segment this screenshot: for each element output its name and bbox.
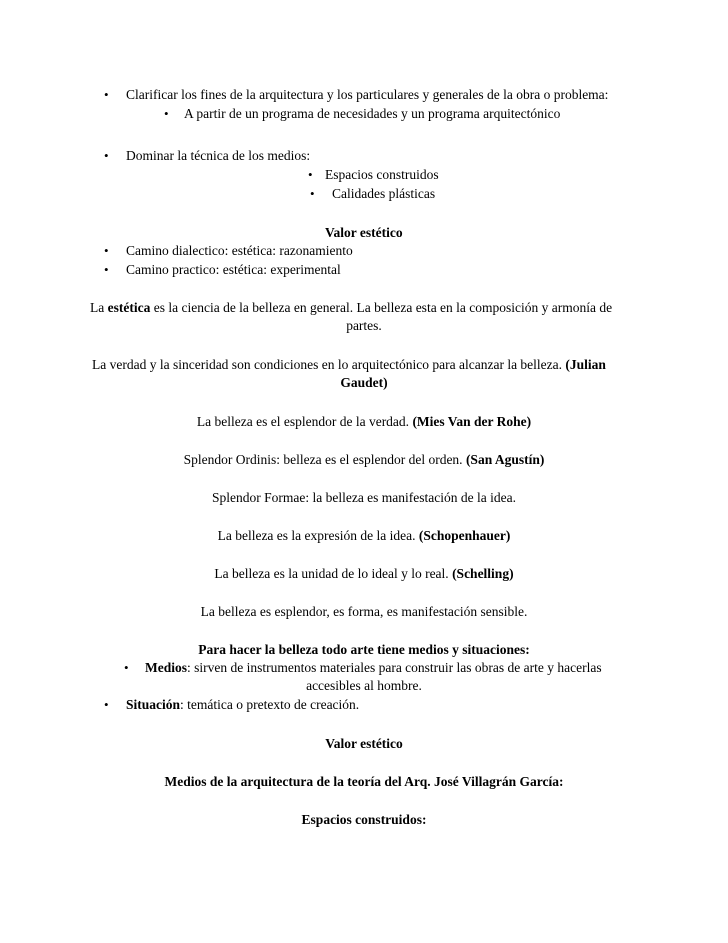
quote-mies: La belleza es el esplendor de la verdad. (Mies Van der Rohe) bbox=[196, 414, 532, 429]
quote-schelling: La belleza es la unidad de lo ideal y lo real. (Schelling) bbox=[214, 566, 514, 581]
list-item-camino-dialectico: Camino dialectico: estética: razonamiento bbox=[126, 243, 353, 258]
heading-valor-estetico-2: Valor estético bbox=[325, 736, 403, 751]
bullet-icon: • bbox=[124, 660, 129, 675]
quote-san-agustin: Splendor Ordinis: belleza es el esplendor del orden. (San Agustín) bbox=[183, 452, 545, 467]
sub-item-calidades: Calidades plásticas bbox=[332, 186, 436, 201]
list-item-medios: Medios: sirven de instrumentos materiales para construir las obras de arte y hacerlas bbox=[145, 660, 602, 675]
sub-item-espacios: Espacios construidos bbox=[325, 167, 439, 182]
bullet-icon: • bbox=[310, 186, 315, 201]
quote-splendor-formae: Splendor Formae: la belleza es manifestación de la idea. bbox=[211, 490, 516, 505]
bullet-icon: • bbox=[104, 148, 109, 163]
list-item-medios-line2: accesibles al hombre. bbox=[306, 678, 422, 693]
list-item-situacion: Situación: temática o pretexto de creación. bbox=[126, 697, 360, 712]
paragraph-estetica: La estética es la ciencia de la belleza en general. La belleza esta en la composición y armonía de bbox=[90, 300, 613, 315]
bullet-icon: • bbox=[104, 243, 109, 258]
heading-medios-arquitectura: Medios de la arquitectura de la teoría del Arq. José Villagrán García: bbox=[164, 774, 564, 789]
heading-para-hacer: Para hacer la belleza todo arte tiene medios y situaciones: bbox=[198, 642, 530, 657]
bullet-icon: • bbox=[164, 106, 169, 121]
quote-schopenhauer: La belleza es la expresión de la idea. (Schopenhauer) bbox=[217, 528, 511, 543]
paragraph-verdad: La verdad y la sinceridad son condiciones en lo arquitectónico para alcanzar la belleza. (Julian bbox=[92, 357, 606, 372]
sub-item-programa: A partir de un programa de necesidades y un programa arquitectónico bbox=[184, 106, 561, 121]
bullet-icon: • bbox=[104, 87, 109, 102]
heading-espacios-construidos: Espacios construidos: bbox=[301, 812, 427, 827]
quote-esplendor: La belleza es esplendor, es forma, es manifestación sensible. bbox=[200, 604, 528, 619]
heading-valor-estetico: Valor estético bbox=[325, 225, 403, 240]
list-item-clarificar: Clarificar los fines de la arquitectura y los particulares y generales de la obra o problema: bbox=[126, 87, 609, 102]
bullet-icon: • bbox=[308, 167, 313, 182]
paragraph-estetica-line2: partes. bbox=[346, 318, 382, 333]
paragraph-verdad-line2: Gaudet) bbox=[340, 375, 388, 390]
bullet-icon: • bbox=[104, 262, 109, 277]
list-item-camino-practico: Camino practico: estética: experimental bbox=[126, 262, 341, 277]
bullet-icon: • bbox=[104, 697, 109, 712]
list-item-dominar: Dominar la técnica de los medios: bbox=[126, 148, 311, 163]
